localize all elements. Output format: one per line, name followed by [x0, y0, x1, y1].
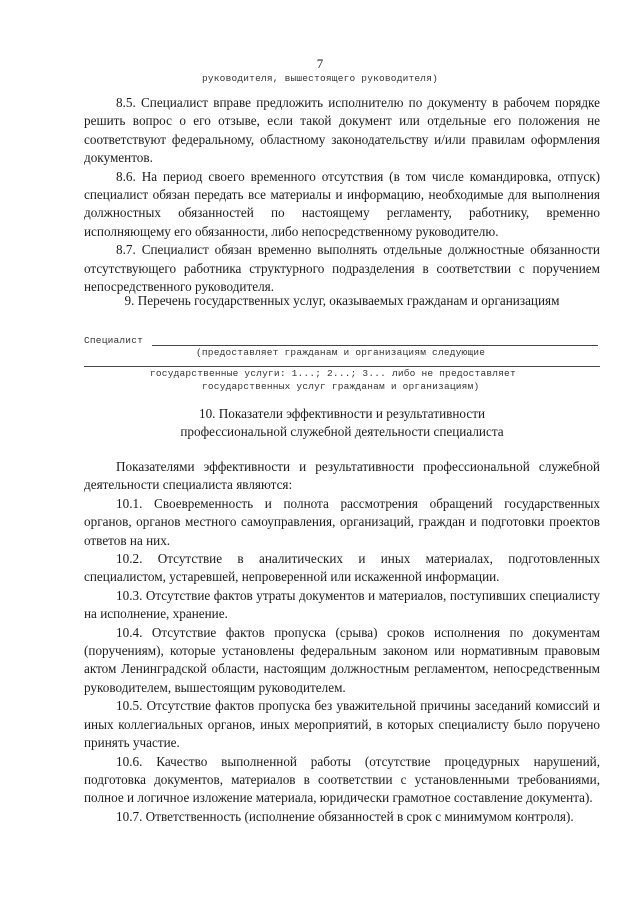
- body-bottom: [84, 458, 600, 826]
- paragraph-10-6: 10.6. Качество выполненной работы (отсутствие процедурных нарушений, подготовка документов, материалов в соответствии с установленными требованиями, полное и логичное изложение материала, юридически грамотное составление документа).: [84, 753, 600, 806]
- paragraph-10-3: 10.3. Отсутствие фактов утраты документов и материалов, поступивших специалисту на исполнение, хранение.: [84, 587, 600, 622]
- paragraph-10-5: 10.5. Отсутствие фактов пропуска без уважительной причины заседаний комиссий и иных коллегиальных органов, иных мероприятий, в которых специалисту было поручено принять участие.: [84, 698, 600, 751]
- paragraph-10-1: 10.1. Своевременность и полнота рассмотрения обращений государственных органов, органов местного самоуправления, организаций, граждан и подготовки проектов ответов на них.: [84, 495, 600, 548]
- section-10-heading-line-2: профессиональной служебной деятельности специалиста: [180, 424, 504, 440]
- paragraph-10-4: 10.4. Отсутствие фактов пропуска (срыва) сроков исполнения по документам (поручениям), которые установлены федеральным законом или нормативным правовым актом Ленинградской области, настоящим должностным регламентом, непосредственным руководителем, вышестоящим руководителем.: [84, 624, 600, 695]
- page-number: 7: [316, 56, 324, 71]
- paragraph-8-7: 8.7. Специалист обязан временно выполнять отдельные должностные обязанности отсутствующего работника структурного подразделения в соответствии с поручением непосредственного руководителя.: [84, 242, 600, 295]
- form-hint-2: государственные услуги: 1...; 2...; 3... либо не предоставляет: [150, 368, 516, 379]
- top-note: руководителя, вышестоящего руководителя): [201, 73, 439, 84]
- form-hint-3: государственных услуг гражданам и организациям): [202, 381, 480, 392]
- paragraph-10-intro: Показателями эффективности и результативности профессиональной служебной деятельности специалиста являются:: [84, 459, 600, 493]
- paragraph-10-2: 10.2. Отсутствие в аналитических и иных материалах, подготовленных специалистом, устаревшей, непроверенной или искаженной информации.: [84, 551, 600, 585]
- services-form-block: [84, 335, 600, 395]
- form-fill-line-1: [152, 345, 598, 346]
- body-top: [84, 94, 600, 296]
- paragraph-8-5: 8.5. Специалист вправе предложить исполнителю по документу в рабочем порядке решить вопрос о его отзыве, если такой документ или отдельные его положения не соответствуют федеральному, областному законодательству и/или правилам оформления документов.: [84, 95, 600, 166]
- form-label: Специалист: [84, 335, 144, 346]
- section-10-heading: [84, 405, 600, 442]
- section-10-heading-line-1: 10. Показатели эффективности и результативности: [198, 406, 486, 421]
- section-9-heading: 9. Перечень государственных услуг, оказываемых гражданам и организациям: [124, 293, 560, 308]
- form-fill-line-2: [84, 366, 600, 367]
- form-hint-1: (предоставляет гражданам и организациям следующие: [196, 347, 486, 358]
- paragraph-8-6: 8.6. На период своего временного отсутствия (в том числе командировка, отпуск) специалист обязан передать все материалы и информацию, необходимые для выполнения должностных обязанностей по настоящему регламенту, работнику, временно исполняющему его обязанности, либо непосредственному руководителю.: [84, 168, 600, 239]
- paragraph-10-7: 10.7. Ответственность (исполнение обязанностей в срок с минимумом контроля).: [116, 808, 574, 824]
